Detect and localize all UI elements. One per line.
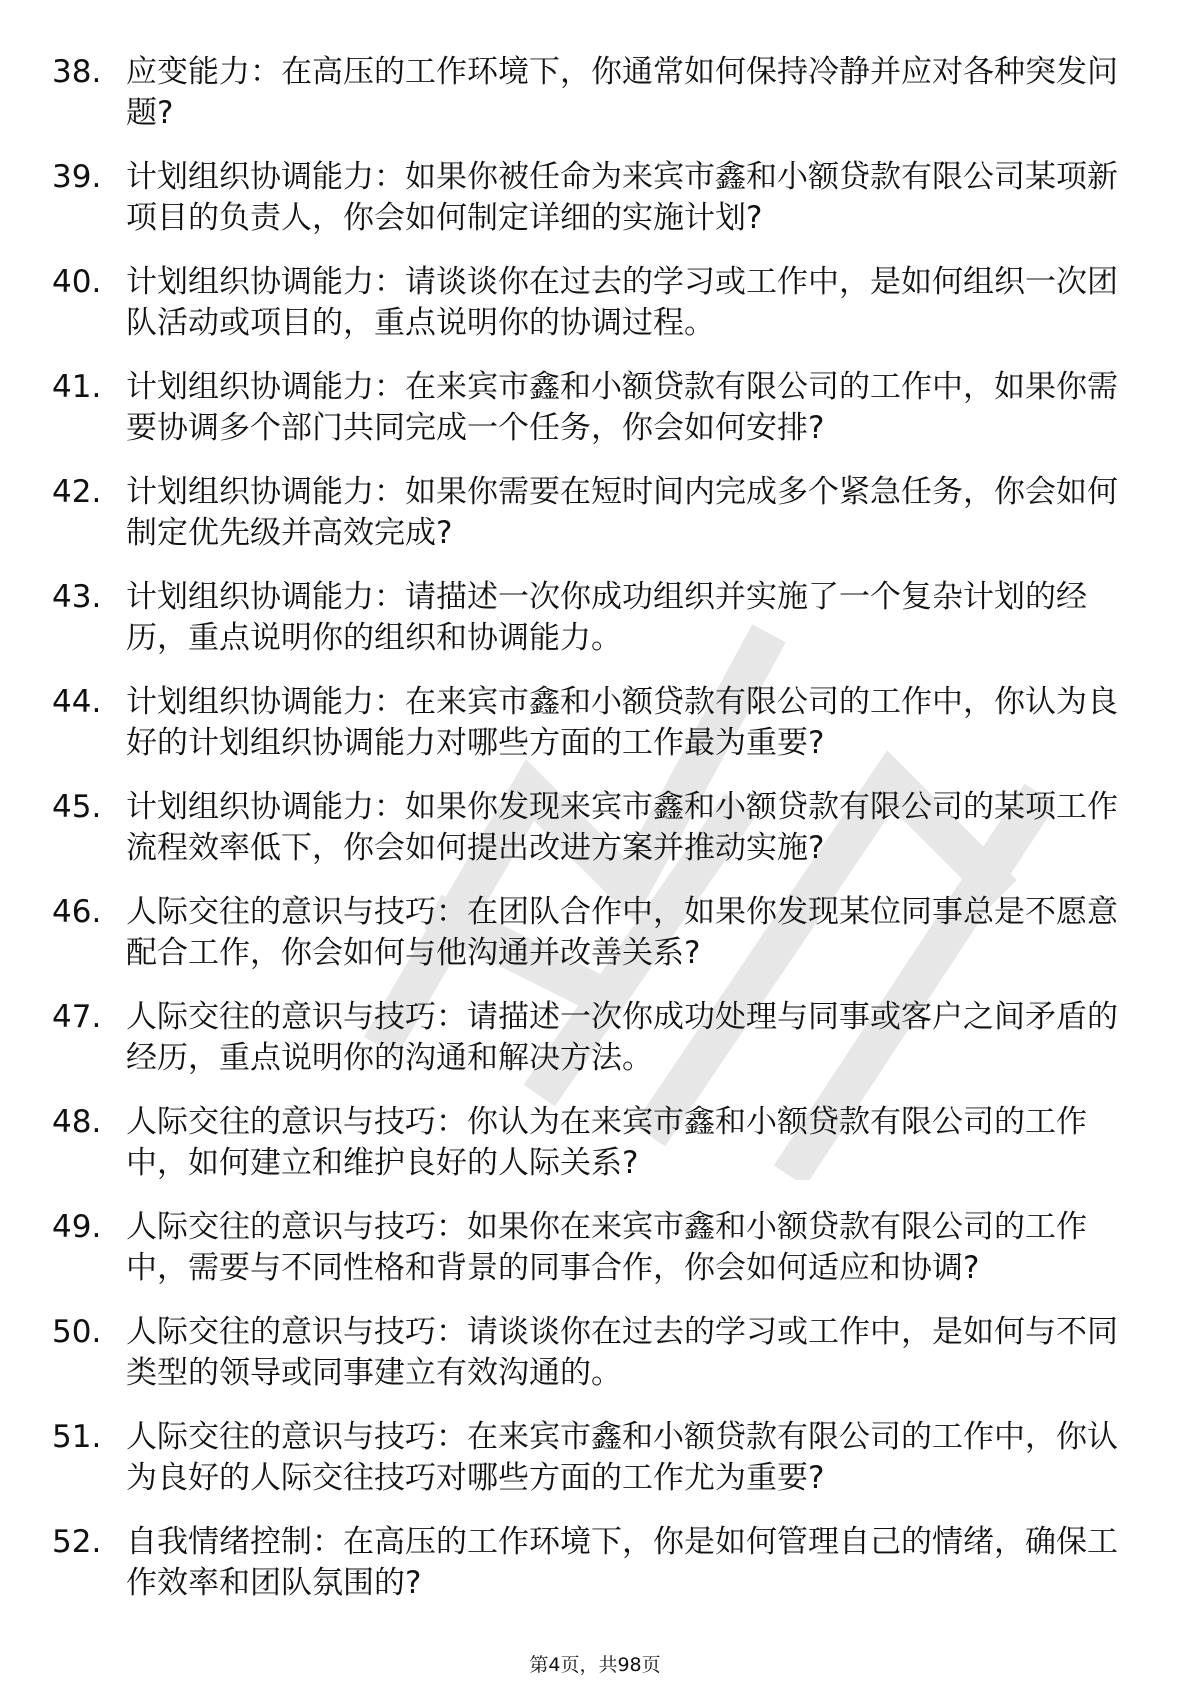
question-item — [52, 1417, 1132, 1499]
question-text: 人际交往的意识与技巧：你认为在来宾市鑫和小额贷款有限公司的工作中，如何建立和维护良好的人际关系? — [126, 1104, 1087, 1181]
question-item — [52, 1102, 1132, 1184]
question-number: 40. — [52, 264, 102, 300]
question-text: 计划组织协调能力：如果你发现来宾市鑫和小额贷款有限公司的某项工作流程效率低下，你会如何提出改进方案并推动实施? — [126, 789, 1118, 866]
question-number: 50. — [52, 1314, 102, 1350]
question-number: 46. — [52, 894, 102, 930]
question-number: 51. — [52, 1419, 102, 1455]
page-footer: 第4页，共98页 — [529, 1654, 661, 1676]
question-number: 42. — [52, 474, 102, 510]
question-item — [52, 787, 1132, 869]
question-item — [52, 892, 1132, 974]
question-item — [52, 52, 1132, 134]
question-number: 41. — [52, 369, 102, 405]
question-text: 计划组织协调能力：在来宾市鑫和小额贷款有限公司的工作中，如果你需要协调多个部门共同完成一个任务，你会如何安排? — [126, 369, 1118, 446]
question-item — [52, 157, 1132, 239]
question-item — [52, 367, 1132, 449]
question-number: 45. — [52, 789, 102, 825]
question-number: 38. — [52, 54, 102, 90]
question-text: 人际交往的意识与技巧：如果你在来宾市鑫和小额贷款有限公司的工作中，需要与不同性格和背景的同事合作，你会如何适应和协调? — [126, 1209, 1087, 1286]
question-list — [52, 52, 1132, 1627]
question-text: 计划组织协调能力：在来宾市鑫和小额贷款有限公司的工作中，你认为良好的计划组织协调能力对哪些方面的工作最为重要? — [126, 684, 1118, 761]
question-number: 48. — [52, 1104, 102, 1140]
question-item — [52, 997, 1132, 1079]
question-text: 计划组织协调能力：如果你需要在短时间内完成多个紧急任务，你会如何制定优先级并高效完成? — [126, 474, 1118, 551]
question-text: 计划组织协调能力：如果你被任命为来宾市鑫和小额贷款有限公司某项新项目的负责人，你会如何制定详细的实施计划? — [126, 159, 1118, 236]
question-text: 自我情绪控制：在高压的工作环境下，你是如何管理自己的情绪，确保工作效率和团队氛围的? — [126, 1524, 1118, 1601]
question-number: 44. — [52, 684, 102, 720]
question-number: 49. — [52, 1209, 102, 1245]
question-item — [52, 1312, 1132, 1394]
question-item — [52, 1522, 1132, 1604]
question-item — [52, 1207, 1132, 1289]
question-text: 人际交往的意识与技巧：在团队合作中，如果你发现某位同事总是不愿意配合工作，你会如何与他沟通并改善关系? — [126, 894, 1118, 971]
question-item — [52, 682, 1132, 764]
question-text: 计划组织协调能力：请描述一次你成功组织并实施了一个复杂计划的经历，重点说明你的组织和协调能力。 — [126, 579, 1087, 656]
question-item — [52, 472, 1132, 554]
question-item — [52, 577, 1132, 659]
question-number: 43. — [52, 579, 102, 615]
question-text: 计划组织协调能力：请谈谈你在过去的学习或工作中，是如何组织一次团队活动或项目的，重点说明你的协调过程。 — [126, 264, 1118, 341]
question-text: 应变能力：在高压的工作环境下，你通常如何保持冷静并应对各种突发问题? — [126, 54, 1118, 131]
question-text: 人际交往的意识与技巧：请谈谈你在过去的学习或工作中，是如何与不同类型的领导或同事建立有效沟通的。 — [126, 1314, 1118, 1391]
question-number: 47. — [52, 999, 102, 1035]
question-text: 人际交往的意识与技巧：请描述一次你成功处理与同事或客户之间矛盾的经历，重点说明你的沟通和解决方法。 — [126, 999, 1118, 1076]
question-number: 52. — [52, 1524, 102, 1560]
question-number: 39. — [52, 159, 102, 195]
question-item — [52, 262, 1132, 344]
question-text: 人际交往的意识与技巧：在来宾市鑫和小额贷款有限公司的工作中，你认为良好的人际交往技巧对哪些方面的工作尤为重要? — [126, 1419, 1118, 1496]
